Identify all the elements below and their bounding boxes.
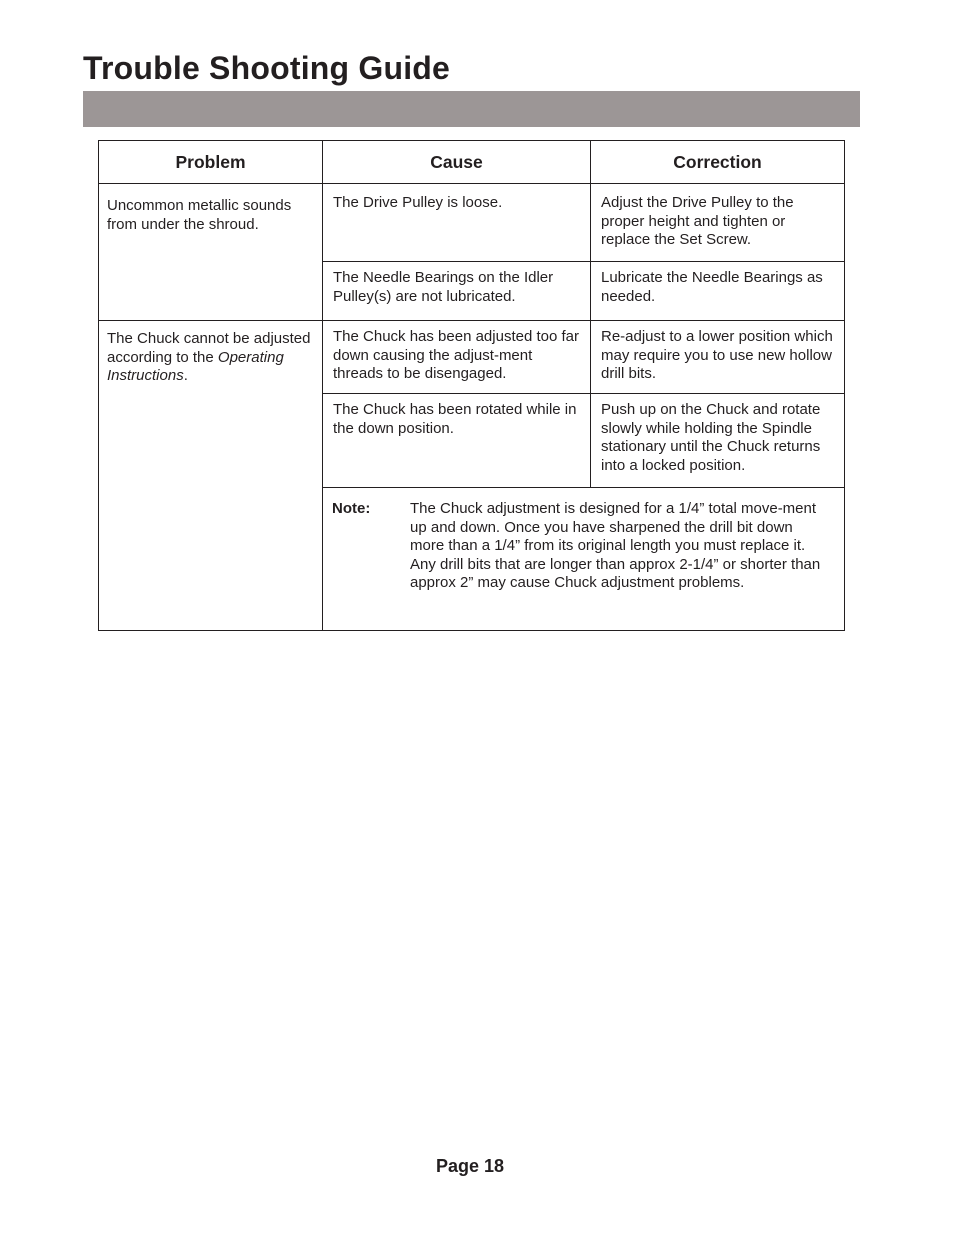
note: [332, 500, 824, 593]
note-cell: [323, 488, 845, 631]
note-text: The Chuck adjustment is designed for a 1/4” total move-ment up and down. Once you have sharpened the drill bit down more than a 1/4” from its original length you must replace it. Any drill bits that are longer than approx 2-1/4” or shorter than approx 2” may cause Chuck adjustment problems.: [410, 500, 821, 591]
correction-cell: Push up on the Chuck and rotate slowly while holding the Spindle stationary until the Chuck returns into a locked position.: [591, 394, 845, 488]
table-row: [99, 184, 845, 262]
table-row: [99, 321, 845, 394]
correction-cell: Lubricate the Needle Bearings as needed.: [591, 262, 845, 321]
cause-cell: The Chuck has been adjusted too far down causing the adjust-ment threads to be disengaged.: [323, 321, 591, 394]
page-number: Page 18: [436, 1156, 505, 1176]
header-problem: Problem: [99, 141, 323, 184]
cause-cell: The Needle Bearings on the Idler Pulley(s) are not lubricated.: [323, 262, 591, 321]
correction-cell: Adjust the Drive Pulley to the proper height and tighten or replace the Set Screw.: [591, 184, 845, 262]
title-rule-bar: [83, 91, 860, 127]
header-cause: Cause: [323, 141, 591, 184]
problem-text: The Chuck cannot be adjusted according to the: [107, 330, 311, 366]
note-label: Note:: [332, 500, 371, 517]
problem-period: .: [183, 367, 188, 384]
correction-cell: Re-adjust to a lower position which may require you to use new hollow drill bits.: [591, 321, 845, 394]
page-title: Trouble Shooting Guide: [83, 50, 451, 86]
cause-cell: The Chuck has been rotated while in the down position.: [323, 394, 591, 488]
header-correction: Correction: [591, 141, 845, 184]
table-header-row: [99, 141, 845, 184]
trouble-shooting-table: [98, 140, 845, 631]
problem-cell: [99, 321, 323, 631]
problem-cell: Uncommon metallic sounds from under the shroud.: [99, 184, 323, 321]
cause-cell: The Drive Pulley is loose.: [323, 184, 591, 262]
problem-italic-reference: Operating Instructions: [107, 348, 284, 384]
